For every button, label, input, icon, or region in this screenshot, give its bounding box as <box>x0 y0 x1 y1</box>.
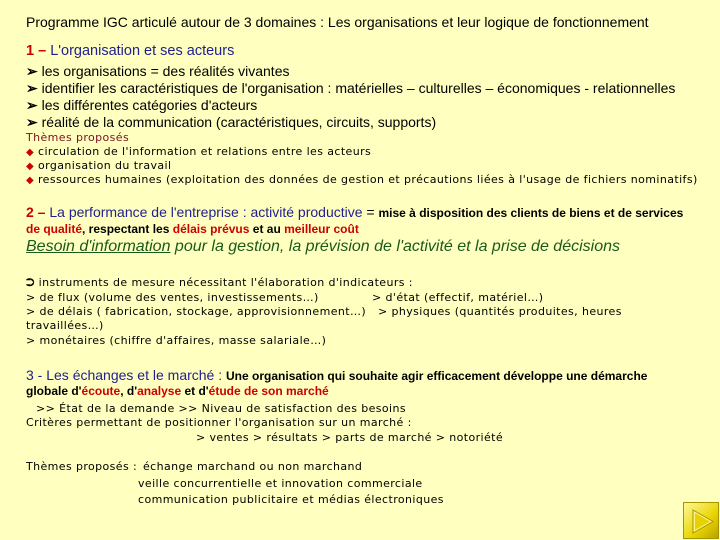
section-2-heading: 2 – La performance de l'entreprise : activité productive = mise à disposition des clients de biens et de services <box>26 204 684 220</box>
s1-theme: ◆ organisation du travail <box>26 159 172 172</box>
page-title: Programme IGC articulé autour de 3 domaines : Les organisations et leur logique de fonctionnement <box>26 14 649 30</box>
indicator-physiques-cont: travaillées…) <box>26 319 104 332</box>
s1-item: ➢ les organisations = des réalités vivantes <box>26 63 290 79</box>
s1-theme: ◆ circulation de l'information et relations entre les acteurs <box>26 145 372 158</box>
s1-item: ➢ réalité de la communication (caractéristiques, circuits, supports) <box>26 114 437 130</box>
section-1-title: L'organisation et ses acteurs <box>46 43 235 59</box>
section-3-number: 3 - <box>26 367 43 383</box>
indicator-flux: > de flux (volume des ventes, investissements…) <box>26 291 319 304</box>
section-2-definition-2: de qualité, respectant les délais prévus et au meilleur coût <box>26 222 359 236</box>
instruments-line: ⮊ instruments de mesure nécessitant l'élaboration d'indicateurs : <box>26 276 413 289</box>
next-arrow-icon <box>684 503 720 540</box>
s3-demande-line: >> État de la demande >> Niveau de satisfaction des besoins <box>36 402 407 415</box>
s3-theme: échange marchand ou non marchand <box>143 460 363 473</box>
s1-theme: ◆ ressources humaines (exploitation des données de gestion et précautions liées à l'usage de fichiers nominatifs) <box>26 173 698 186</box>
s3-themes-label: Thèmes proposés : <box>26 460 138 473</box>
indicator-monetaires: > monétaires (chiffre d'affaires, masse salariale…) <box>26 334 327 347</box>
section-2-definition: mise à disposition des clients de biens et de services <box>378 206 684 220</box>
diamond-bullet-icon: ◆ <box>26 161 35 172</box>
besoin-information: Besoin d'information pour la gestion, la prévision de l'activité et la prise de décisions <box>26 238 620 255</box>
arrow-bullet-icon: ➢ <box>26 114 38 130</box>
section-3-title: Les échanges et le marché : <box>42 367 227 383</box>
diamond-bullet-icon: ◆ <box>26 175 35 186</box>
diamond-bullet-icon: ◆ <box>26 147 35 158</box>
s3-criteres-line: Critères permettant de positionner l'organisation sur un marché : <box>26 416 412 429</box>
section-2-number: 2 – <box>26 204 46 220</box>
s1-item: ➢ les différentes catégories d'acteurs <box>26 97 258 113</box>
arrow-bullet-icon: ➢ <box>26 63 38 79</box>
arrow-bullet-icon: ➢ <box>26 97 38 113</box>
s1-themes-label: Thèmes proposés <box>26 131 130 144</box>
section-1-heading <box>26 43 234 59</box>
section-3-heading: 3 - Les échanges et le marché : Une organisation qui souhaite agir efficacement développe une démarche <box>26 367 648 383</box>
indicator-delais: > de délais ( fabrication, stockage, approvisionnement…) <box>26 305 367 318</box>
s3-theme: veille concurrentielle et innovation commerciale <box>138 477 423 490</box>
s3-theme: communication publicitaire et médias électroniques <box>138 493 444 506</box>
s1-item: ➢ identifier les caractéristiques de l'organisation : matérielles – culturelles – économiques - relationnelles <box>26 80 676 96</box>
curved-arrow-icon: ⮊ <box>26 276 35 289</box>
indicator-physiques: > physiques (quantités produites, heures <box>378 305 622 318</box>
indicator-etat: > d'état (effectif, matériel…) <box>372 291 544 304</box>
section-1-number: 1 – <box>26 43 47 59</box>
next-slide-button[interactable] <box>683 502 719 539</box>
arrow-bullet-icon: ➢ <box>26 80 38 96</box>
s3-criteres-list: > ventes > résultats > parts de marché > notoriété <box>196 431 504 444</box>
section-3-definition-2: globale d'écoute, d'analyse et d'étude de son marché <box>26 384 329 398</box>
section-2-title: La performance de l'entreprise : activité productive <box>45 204 363 220</box>
